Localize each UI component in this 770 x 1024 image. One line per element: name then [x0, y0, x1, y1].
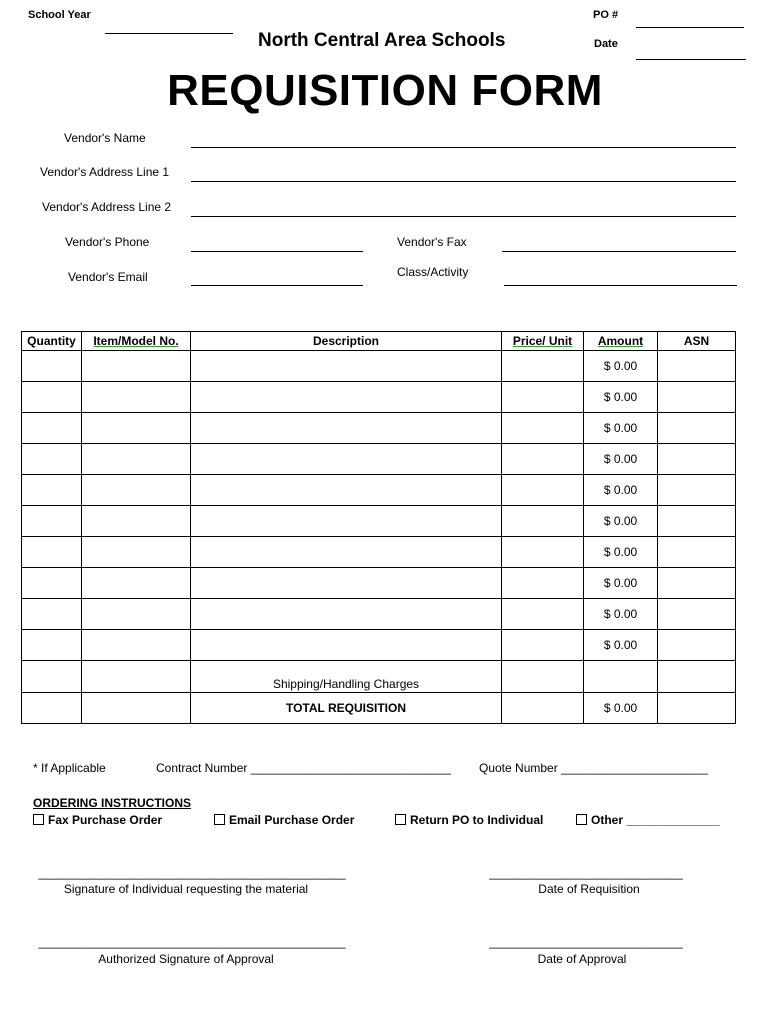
table-row [22, 351, 736, 382]
asn-cell[interactable] [658, 351, 736, 382]
table-row [22, 630, 736, 661]
vendor-address2-label: Vendor's Address Line 2 [42, 200, 172, 214]
price-unit-cell[interactable] [502, 475, 584, 506]
if-applicable-note: * If Applicable [33, 761, 106, 775]
item-model-cell[interactable] [82, 506, 191, 537]
amount-header [584, 332, 658, 351]
approval-signature-label: Authorized Signature of Approval [98, 952, 274, 966]
amount-cell: $ 0.00 [584, 475, 658, 506]
item-model-cell[interactable] [82, 568, 191, 599]
return-po-option[interactable] [395, 813, 543, 827]
description-cell[interactable] [191, 506, 502, 537]
vendor-address2-field[interactable] [191, 216, 736, 217]
class-activity-label: Class/Activity [397, 265, 469, 279]
price-unit-cell[interactable] [502, 568, 584, 599]
quantity-cell[interactable] [22, 568, 82, 599]
shipping-row [22, 661, 736, 693]
return-po-label: Return PO to Individual [410, 813, 544, 827]
asn-cell[interactable] [658, 661, 736, 693]
quantity-cell[interactable] [22, 475, 82, 506]
fax-po-option[interactable] [33, 813, 162, 827]
item-model-cell[interactable] [82, 382, 191, 413]
quantity-cell[interactable] [22, 630, 82, 661]
checkbox-icon[interactable] [395, 814, 406, 825]
item-model-cell[interactable] [82, 630, 191, 661]
po-number-field[interactable] [636, 27, 744, 28]
checkbox-icon[interactable] [33, 814, 44, 825]
asn-cell[interactable] [658, 599, 736, 630]
amount-cell: $ 0.00 [584, 444, 658, 475]
email-po-label: Email Purchase Order [229, 813, 355, 827]
description-header: Description [191, 332, 502, 351]
requester-signature-label: Signature of Individual requesting the material [63, 882, 309, 896]
approval-date-label: Date of Approval [537, 952, 627, 966]
price-unit-cell[interactable] [502, 413, 584, 444]
email-po-option[interactable] [214, 813, 354, 827]
item-model-cell[interactable] [82, 661, 191, 693]
description-cell[interactable] [191, 537, 502, 568]
item-model-header-text: Item/Model No. [93, 334, 179, 348]
asn-cell[interactable] [658, 537, 736, 568]
quantity-cell[interactable] [22, 382, 82, 413]
quantity-cell[interactable] [22, 661, 82, 693]
item-model-cell[interactable] [82, 444, 191, 475]
description-cell[interactable] [191, 351, 502, 382]
vendor-name-label: Vendor's Name [64, 131, 146, 145]
class-activity-field[interactable] [504, 285, 737, 286]
table-row [22, 537, 736, 568]
price-unit-header-text: Price/ Unit [512, 334, 573, 348]
description-cell[interactable] [191, 382, 502, 413]
other-label: Other ______________ [591, 813, 720, 827]
description-cell[interactable] [191, 475, 502, 506]
quantity-cell[interactable] [22, 444, 82, 475]
quantity-cell[interactable] [22, 537, 82, 568]
description-cell[interactable] [191, 630, 502, 661]
requester-signature-line[interactable]: ______________________________________________ [38, 866, 346, 880]
vendor-fax-label: Vendor's Fax [397, 235, 467, 249]
requisition-date-label: Date of Requisition [538, 882, 640, 896]
table-row [22, 568, 736, 599]
price-unit-cell[interactable] [502, 351, 584, 382]
shipping-label: Shipping/Handling Charges [191, 661, 502, 693]
amount-cell: $ 0.00 [584, 568, 658, 599]
amount-cell: $ 0.00 [584, 413, 658, 444]
asn-cell[interactable] [658, 506, 736, 537]
approval-date-line[interactable]: _____________________________ [489, 935, 683, 949]
approval-signature-line[interactable]: ______________________________________________ [38, 935, 346, 949]
asn-cell[interactable] [658, 444, 736, 475]
description-cell[interactable] [191, 413, 502, 444]
vendor-phone-label: Vendor's Phone [65, 235, 150, 249]
total-label: TOTAL REQUISITION [191, 693, 502, 724]
price-unit-cell[interactable] [502, 537, 584, 568]
price-unit-header [502, 332, 584, 351]
requisition-date-line[interactable]: _____________________________ [489, 866, 683, 880]
item-model-cell[interactable] [82, 537, 191, 568]
quote-number-field[interactable]: Quote Number ______________________ [479, 761, 708, 775]
description-cell[interactable] [191, 599, 502, 630]
quantity-cell[interactable] [22, 599, 82, 630]
vendor-phone-field[interactable] [191, 251, 363, 252]
amount-cell: $ 0.00 [584, 630, 658, 661]
quantity-header: Quantity [22, 332, 82, 351]
quantity-cell[interactable] [22, 693, 82, 724]
vendor-address1-field[interactable] [191, 181, 736, 182]
price-unit-cell[interactable] [502, 506, 584, 537]
table-row [22, 506, 736, 537]
school-year-field[interactable] [105, 33, 233, 34]
item-model-cell[interactable] [82, 693, 191, 724]
price-unit-cell[interactable] [502, 693, 584, 724]
vendor-fax-field[interactable] [502, 251, 736, 252]
table-row [22, 475, 736, 506]
price-unit-cell[interactable] [502, 661, 584, 693]
price-unit-cell[interactable] [502, 630, 584, 661]
quantity-cell[interactable] [22, 351, 82, 382]
asn-cell[interactable] [658, 693, 736, 724]
table-header-row [22, 332, 736, 351]
total-row [22, 693, 736, 724]
amount-cell: $ 0.00 [584, 537, 658, 568]
asn-cell[interactable] [658, 413, 736, 444]
amount-header-text: Amount [597, 334, 644, 348]
date-label: Date [594, 38, 618, 50]
other-option[interactable] [576, 813, 720, 827]
asn-cell[interactable] [658, 382, 736, 413]
asn-cell[interactable] [658, 568, 736, 599]
description-cell[interactable] [191, 444, 502, 475]
ordering-instructions-heading: ORDERING INSTRUCTIONS [33, 796, 192, 810]
checkbox-icon[interactable] [576, 814, 587, 825]
asn-cell[interactable] [658, 630, 736, 661]
fax-po-label: Fax Purchase Order [48, 813, 163, 827]
description-cell[interactable] [191, 568, 502, 599]
school-year-label: School Year [28, 9, 91, 21]
table-row [22, 382, 736, 413]
item-model-cell[interactable] [82, 475, 191, 506]
shipping-amount-cell[interactable] [584, 661, 658, 693]
date-field[interactable] [636, 59, 746, 60]
item-model-cell[interactable] [82, 413, 191, 444]
table-row [22, 444, 736, 475]
table-row [22, 413, 736, 444]
asn-cell[interactable] [658, 475, 736, 506]
po-number-label: PO # [593, 9, 619, 21]
total-amount: $ 0.00 [584, 693, 658, 724]
price-unit-cell[interactable] [502, 382, 584, 413]
checkbox-icon[interactable] [214, 814, 225, 825]
contract-number-field[interactable]: Contract Number ______________________________ [156, 761, 451, 775]
amount-cell: $ 0.00 [584, 599, 658, 630]
item-model-header [82, 332, 191, 351]
quantity-cell[interactable] [22, 413, 82, 444]
price-unit-cell[interactable] [502, 599, 584, 630]
form-title: REQUISITION FORM [167, 66, 603, 115]
amount-cell: $ 0.00 [584, 382, 658, 413]
vendor-email-field[interactable] [191, 285, 363, 286]
vendor-address1-label: Vendor's Address Line 1 [40, 165, 170, 179]
item-model-cell[interactable] [82, 599, 191, 630]
price-unit-cell[interactable] [502, 444, 584, 475]
organization-name: North Central Area Schools [258, 30, 506, 51]
vendor-email-label: Vendor's Email [68, 270, 148, 284]
item-model-cell[interactable] [82, 351, 191, 382]
table-row [22, 599, 736, 630]
amount-cell: $ 0.00 [584, 506, 658, 537]
items-table [21, 331, 736, 724]
amount-cell: $ 0.00 [584, 351, 658, 382]
asn-header: ASN [658, 332, 736, 351]
quantity-cell[interactable] [22, 506, 82, 537]
vendor-name-field[interactable] [191, 147, 736, 148]
